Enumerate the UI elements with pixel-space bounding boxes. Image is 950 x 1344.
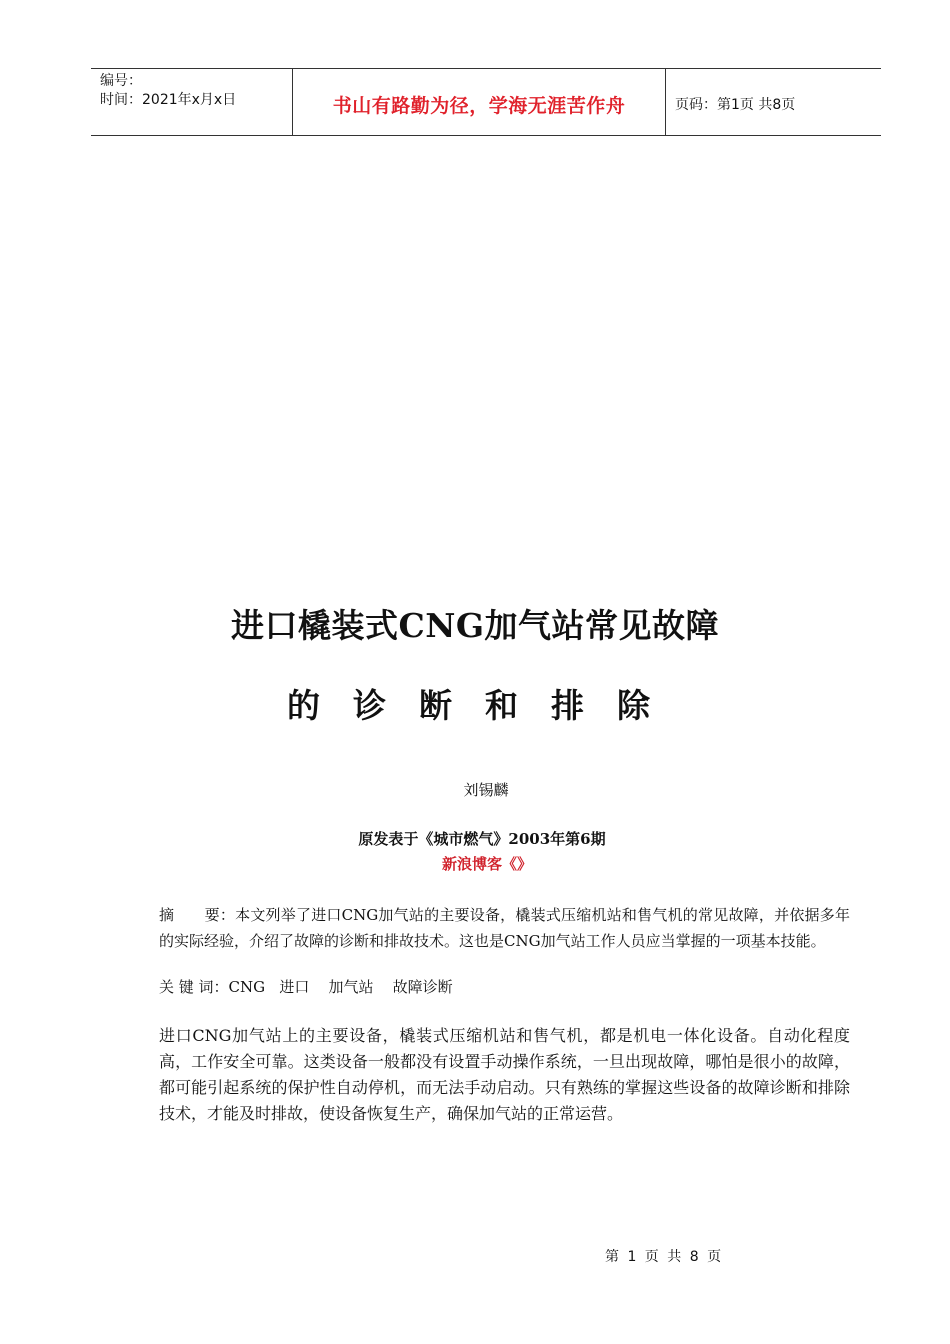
document-title-line1: 进口橇装式CNG加气站常见故障: [230, 606, 720, 645]
blog-link[interactable]: 新浪博客《》: [441, 855, 532, 873]
time-label: 时间：2021年x月x日: [100, 92, 237, 108]
body-paragraph: [126, 1023, 850, 1127]
publication-source: 原发表于《城市燃气》2003年第6期: [358, 830, 606, 848]
header-page-label: 页码：第1页 共8页: [675, 97, 796, 113]
body-paragraph-text: 进口CNG加气站上的主要设备，橇装式压缩机站和售气机，都是机电一体化设备。自动化程度高，工作安全可靠。这类设备一般都没有设置手动操作系统，一旦出现故障，哪怕是很小的故障，都可能引起系统的保护性自动停机，而无法手动启动。只有熟练的掌握这些设备的故障诊断和排除技术，才能及时排故，使设备恢复生产，确保加气站的正常运营。: [159, 1026, 850, 1123]
author: 刘锡麟: [463, 781, 509, 799]
page-header: [91, 68, 881, 136]
document-title-line2: 的诊断和排除: [287, 686, 683, 725]
abstract: [126, 902, 850, 954]
header-meta: [100, 72, 290, 110]
page-footer: 第 1 页 共 8 页: [605, 1249, 724, 1265]
header-motto: 书山有路勤为径，学海无涯苦作舟: [332, 95, 626, 117]
number-label: 编号：: [100, 73, 142, 89]
keywords: 关 键 词：CNG 进口 加气站 故障诊断: [159, 978, 453, 996]
abstract-text: 摘 要：本文列举了进口CNG加气站的主要设备，橇装式压缩机站和售气机的常见故障，并依据多年的实际经验，介绍了故障的诊断和排故技术。这也是CNG加气站工作人员应当掌握的一项基本技能。: [159, 906, 850, 950]
header-divider: [665, 69, 666, 135]
